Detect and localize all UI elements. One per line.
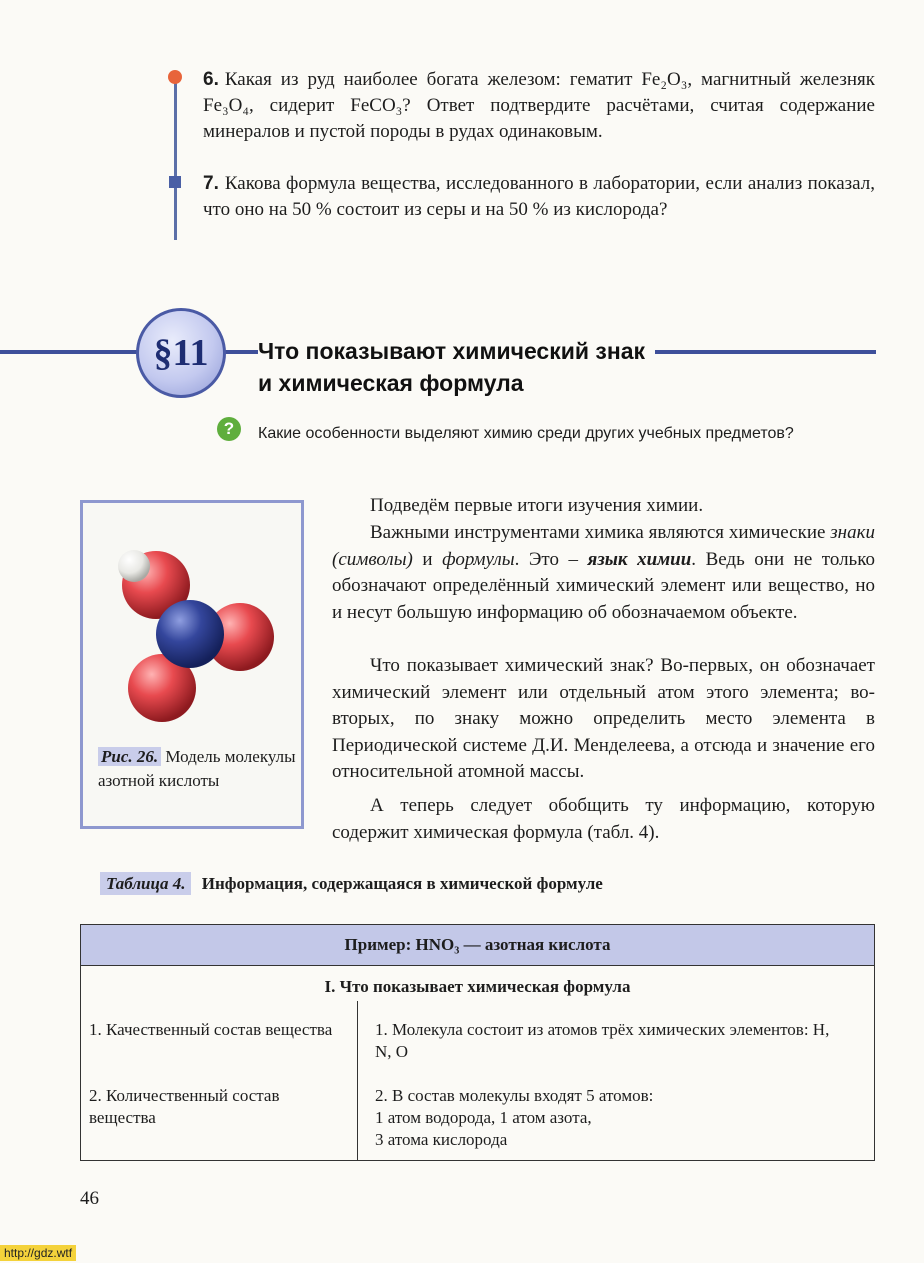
- table-label: Таблица 4.: [100, 872, 191, 895]
- table-cell-line: 3 атома кислорода: [375, 1130, 508, 1149]
- question-number: 6.: [203, 69, 219, 90]
- question-6: [203, 67, 875, 145]
- question-margin-line: [174, 80, 177, 180]
- table-cell: 1. Качественный состав вещества: [89, 1020, 333, 1039]
- section-title-line2: и химическая формула: [258, 370, 524, 396]
- table-cell-line: 1 атом водорода, 1 атом азота,: [375, 1108, 592, 1127]
- question-text: Какая из руд наиболее богата железом: гематит Fe₂O₃, магнитный железняк Fe₃O₄, сидерит FeCO₃? Ответ подтвердите расчётами, считая содержание минералов и пустой породы в рудах одинаковым.: [203, 69, 875, 142]
- table-caption-text: Информация, содержащаяся в химической формуле: [201, 874, 603, 893]
- question-margin-line: [174, 183, 177, 240]
- table-divider: [357, 1001, 358, 1161]
- figure-caption: [98, 745, 298, 793]
- text-run-bold-italic: язык химии: [587, 548, 692, 570]
- site-link[interactable]: http://gdz.wtf: [0, 1245, 76, 1261]
- text-run: . Это –: [514, 548, 588, 570]
- section-question: Какие особенности выделяют химию среди других учебных предметов?: [258, 425, 794, 442]
- question-text: Какова формула вещества, исследованного в лаборатории, если анализ показал, что оно на 50 % состоит из серы и на 50 % из кислорода?: [203, 173, 875, 220]
- text-run: и: [412, 548, 443, 570]
- question-7: [203, 171, 875, 223]
- table-cell: [375, 1085, 845, 1151]
- table-subheader: I. Что показывает химическая формула: [324, 977, 631, 996]
- figure-label: Рис. 26.: [98, 747, 161, 766]
- figure-caption-text: Модель молекулы азотной кислоты: [98, 747, 296, 790]
- text-run: . Ведь они не только обозначают определённый химический элемент или вещество, но и несут большую информацию об обозначаемом объекте.: [332, 548, 875, 623]
- page-number: 46: [80, 1188, 99, 1209]
- nitric-acid-molecule-image: [83, 503, 301, 743]
- question-number: 7.: [203, 173, 219, 194]
- table-cell-line: 2. В состав молекулы входят 5 атомов:: [375, 1086, 654, 1105]
- paragraph-1: Подведём первые итоги изучения химии.: [370, 495, 704, 516]
- table-cell: 1. Молекула состоит из атомов трёх химических элементов: H, N, O: [375, 1020, 830, 1061]
- paragraph-3: Что показывает химический знак? Во-первых, он обозначает химический элемент или отдельный атом этого элемента; во-вторых, по знаку можно определить место элемента в Периодической системе Д.И. Менделеева, а отсюда и значение его относительной атомной массы.: [332, 655, 875, 782]
- paragraph-2: [332, 520, 875, 626]
- question-mark-icon: ?: [217, 417, 241, 441]
- text-run-italic: формулы: [442, 548, 515, 570]
- nitrogen-atom: [156, 600, 224, 668]
- table-header: Пример: HNO₃ — азотная кислота: [81, 925, 874, 966]
- hydrogen-atom: [118, 550, 150, 582]
- orange-circle-icon: [168, 70, 182, 84]
- text-run-italic: знаки (символы): [332, 522, 875, 570]
- section-title: Что показывают химический знак: [258, 336, 655, 366]
- section-number-badge: §11: [136, 308, 226, 398]
- table-caption: [100, 872, 603, 896]
- text-run: Важными инструментами химика являются химические: [370, 522, 831, 543]
- blue-square-icon: [169, 176, 181, 188]
- info-table: [80, 924, 875, 1161]
- table-cell: 2. Количественный состав вещества: [89, 1086, 280, 1127]
- paragraph-4: А теперь следует обобщить ту информацию, которую содержит химическая формула (табл. 4).: [332, 795, 875, 843]
